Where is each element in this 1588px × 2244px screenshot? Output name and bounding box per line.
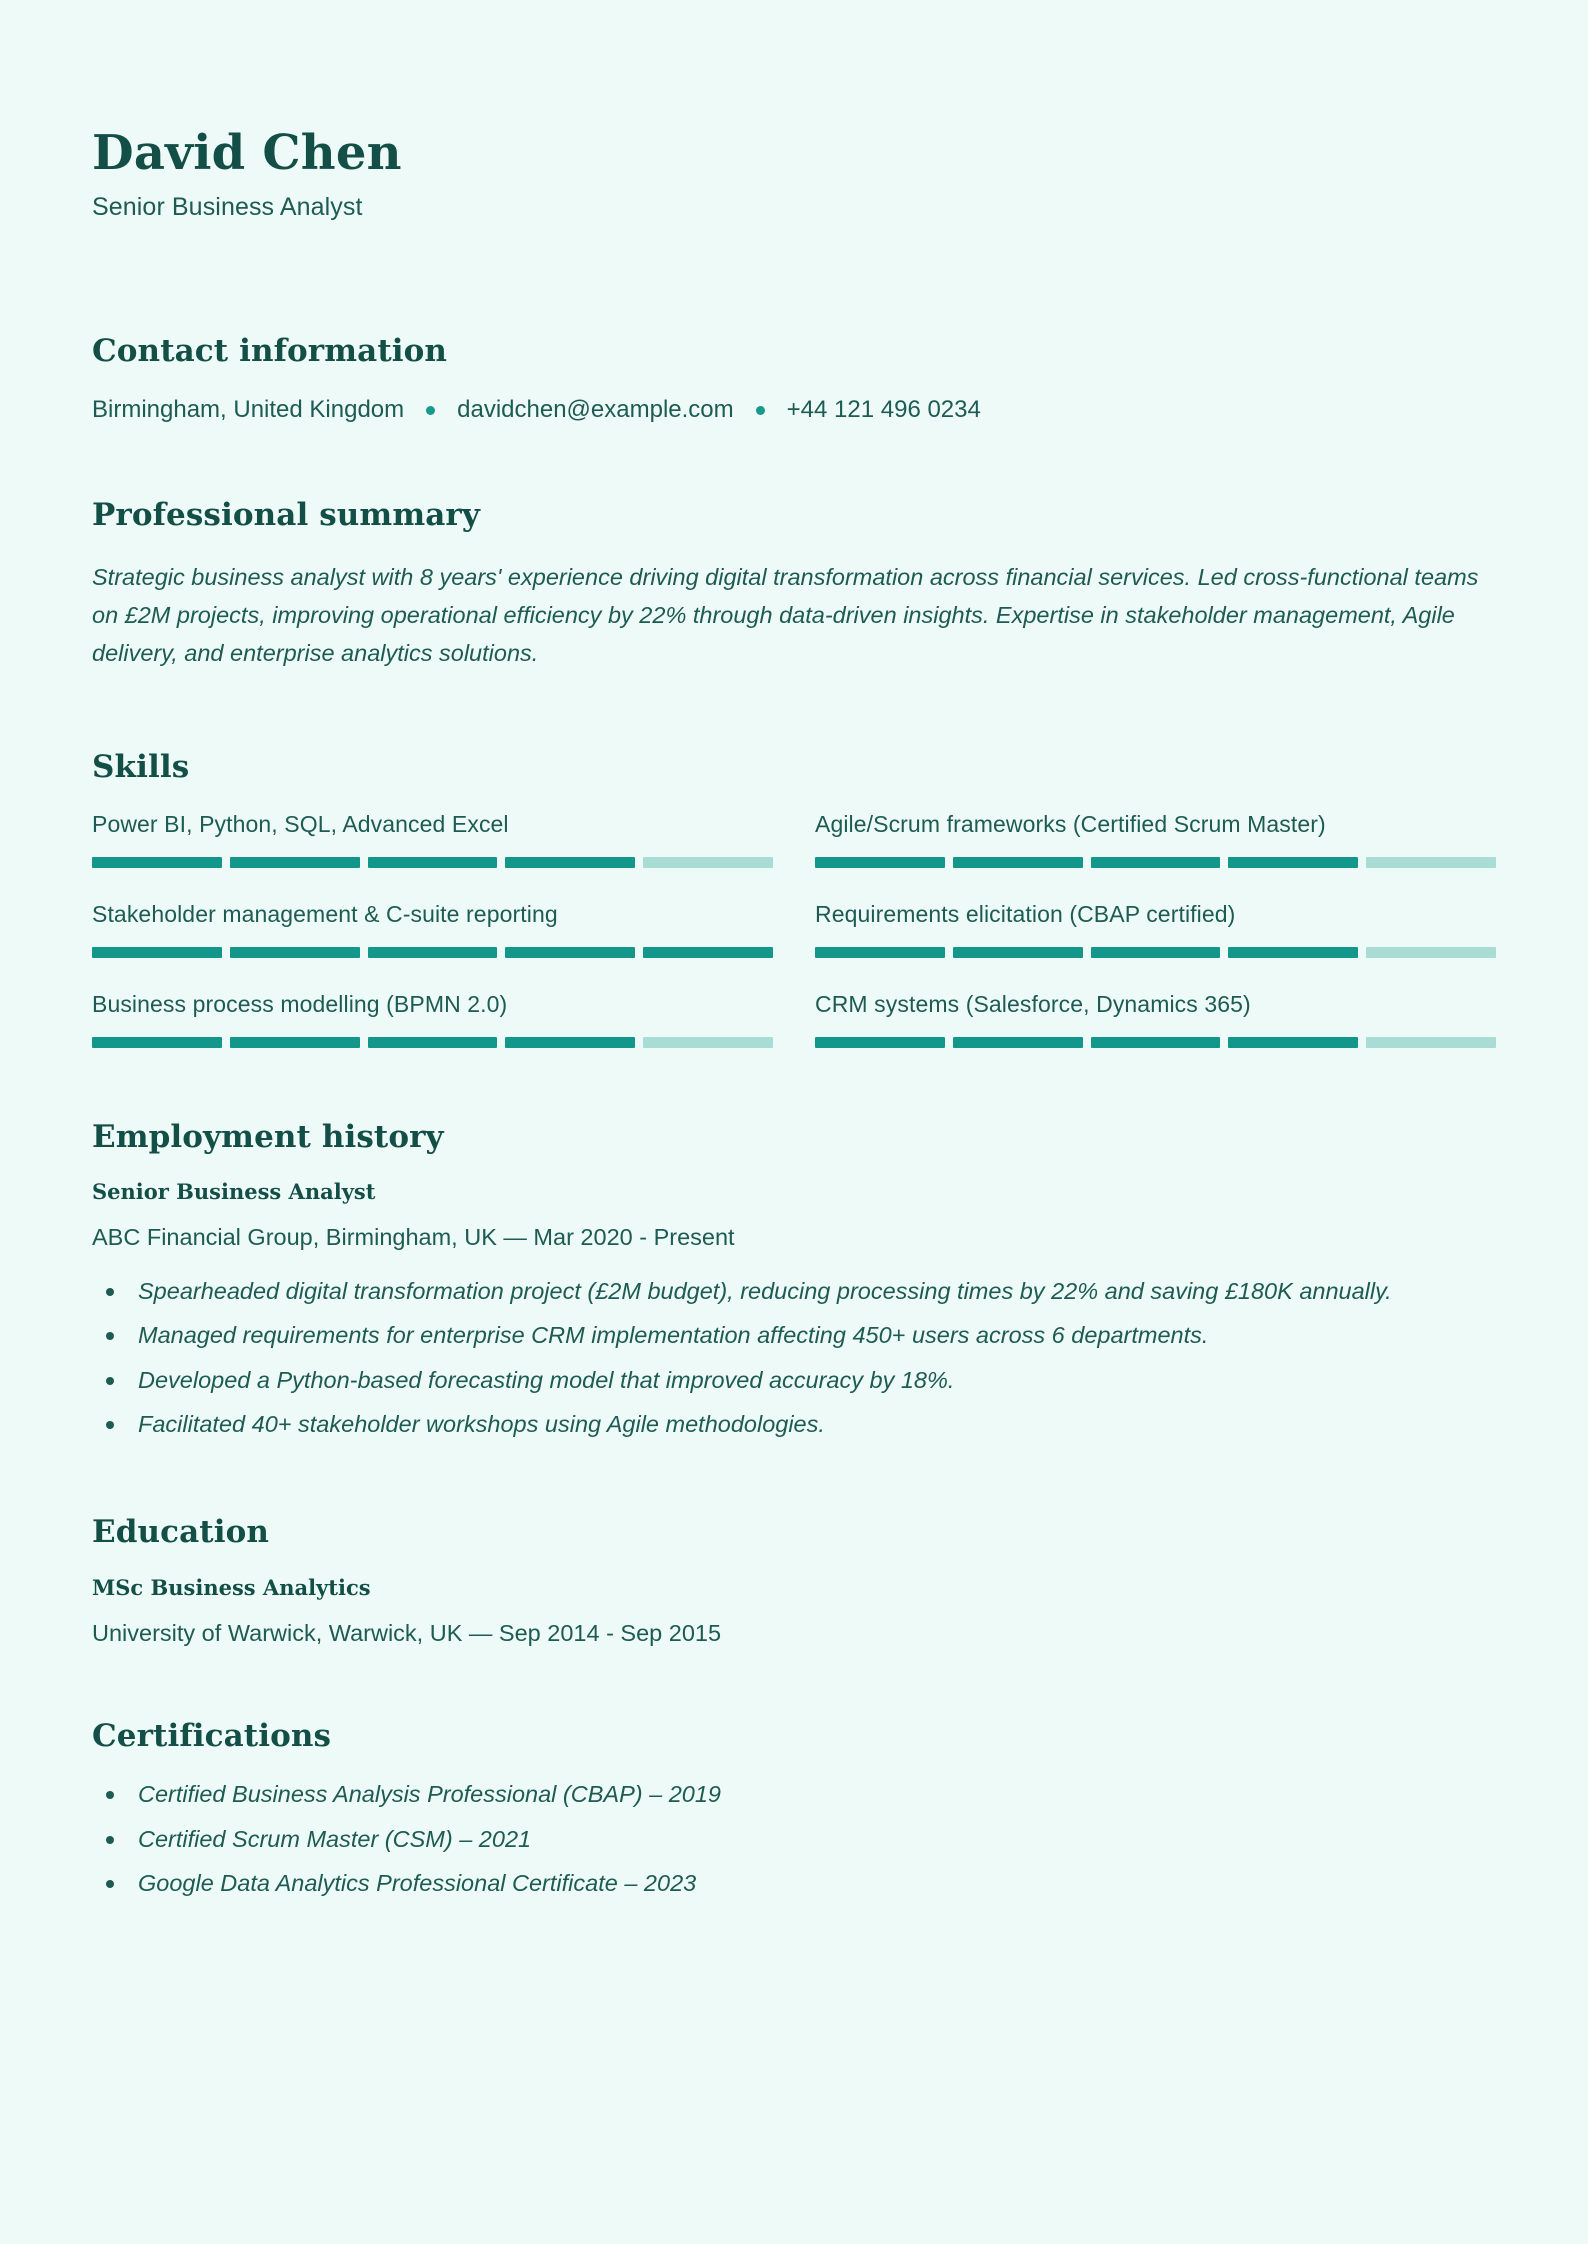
skill-bar-segment-filled: [953, 857, 1083, 868]
contact-email[interactable]: davidchen@example.com: [457, 396, 734, 424]
certification-item: Google Data Analytics Professional Certificate – 2023: [92, 1867, 1496, 1900]
skills-grid: [92, 810, 1496, 1048]
skill-bar-segment-empty: [1366, 1037, 1496, 1048]
skill-bar-segment-filled: [1091, 1037, 1221, 1048]
skill-bar-segment-filled: [1228, 857, 1358, 868]
employment-bullet-list: [92, 1275, 1496, 1441]
skill-bar-segment-filled: [368, 947, 498, 958]
summary-text: Strategic business analyst with 8 years' experience driving digital transformation across financial services. Led cross-functional teams on £2M projects, improving operational efficiency by 22% through data-driven insights. Expertise in stakeholder management, Agile delivery, and enterprise analytics solutions.: [92, 564, 1479, 667]
employment-list: [92, 1179, 1496, 1441]
skill-bar-segment-filled: [815, 947, 945, 958]
education-section: [92, 1515, 1496, 1648]
bullet-separator-icon: [756, 406, 765, 415]
skill-bar-segment-filled: [505, 947, 635, 958]
contact-phone[interactable]: +44 121 496 0234: [786, 396, 981, 424]
bullet-separator-icon: [426, 406, 435, 415]
skill-rating-bar: [92, 1037, 773, 1048]
certifications-section: [92, 1719, 1496, 1901]
certification-item: Certified Business Analysis Professional (CBAP) – 2019: [92, 1778, 1496, 1811]
skill-bar-segment-filled: [643, 947, 773, 958]
education-list: [92, 1575, 1496, 1649]
employment-role-title: Senior Business Analyst: [92, 1179, 376, 1205]
skill-bar-segment-filled: [505, 1037, 635, 1048]
skill-bar-segment-filled: [1091, 857, 1221, 868]
employment-heading: Employment history: [92, 1118, 444, 1155]
skill-rating-bar: [92, 947, 773, 958]
resume-header: [92, 125, 1496, 222]
contact-location: Birmingham, United Kingdom: [92, 396, 405, 424]
skill-bar-segment-filled: [230, 1037, 360, 1048]
skill-bar-segment-filled: [1228, 947, 1358, 958]
skill-label: CRM systems (Salesforce, Dynamics 365): [815, 990, 1251, 1017]
skill-bar-segment-empty: [1366, 857, 1496, 868]
education-heading: Education: [92, 1514, 270, 1551]
certification-item: Certified Scrum Master (CSM) – 2021: [92, 1823, 1496, 1856]
summary-section: [92, 498, 1496, 672]
skill-item: [92, 810, 773, 868]
skill-item: [815, 900, 1496, 958]
skill-rating-bar: [815, 857, 1496, 868]
skills-heading: Skills: [92, 749, 190, 786]
certifications-list: [92, 1778, 1496, 1900]
candidate-job-title: Senior Business Analyst: [92, 193, 363, 222]
education-entry: [92, 1575, 1496, 1649]
skill-label: Requirements elicitation (CBAP certified): [815, 900, 1236, 927]
contact-section: [92, 334, 1496, 426]
skill-bar-segment-filled: [230, 947, 360, 958]
skill-label: Business process modelling (BPMN 2.0): [92, 990, 508, 1017]
skill-label: Agile/Scrum frameworks (Certified Scrum Master): [815, 810, 1326, 837]
employment-bullet: Developed a Python-based forecasting model that improved accuracy by 18%.: [92, 1364, 1496, 1397]
skill-bar-segment-filled: [368, 1037, 498, 1048]
employment-bullet: Facilitated 40+ stakeholder workshops using Agile methodologies.: [92, 1408, 1496, 1441]
education-degree: MSc Business Analytics: [92, 1575, 371, 1601]
contact-heading: Contact information: [92, 333, 448, 370]
skill-item: [92, 990, 773, 1048]
skill-rating-bar: [92, 857, 773, 868]
skill-bar-segment-filled: [815, 1037, 945, 1048]
employment-bullet: Spearheaded digital transformation project (£2M budget), reducing processing times by 22% and saving £180K annually.: [92, 1275, 1496, 1308]
candidate-name: David Chen: [92, 125, 402, 181]
skills-section: [92, 750, 1496, 1047]
skill-rating-bar: [815, 1037, 1496, 1048]
skill-bar-segment-filled: [953, 1037, 1083, 1048]
skill-bar-segment-empty: [1366, 947, 1496, 958]
skill-item: [815, 990, 1496, 1048]
skill-bar-segment-empty: [643, 857, 773, 868]
skill-item: [815, 810, 1496, 868]
employment-company-meta: ABC Financial Group, Birmingham, UK — Mar 2020 - Present: [92, 1224, 735, 1251]
skill-bar-segment-filled: [815, 857, 945, 868]
skill-bar-segment-filled: [92, 1037, 222, 1048]
education-school-meta: University of Warwick, Warwick, UK — Sep 2014 - Sep 2015: [92, 1620, 722, 1647]
skill-bar-segment-filled: [1091, 947, 1221, 958]
skill-label: Stakeholder management & C-suite reporting: [92, 900, 558, 927]
skill-bar-segment-filled: [505, 857, 635, 868]
skill-bar-segment-filled: [953, 947, 1083, 958]
skill-bar-segment-filled: [92, 857, 222, 868]
summary-heading: Professional summary: [92, 497, 480, 534]
skill-bar-segment-filled: [230, 857, 360, 868]
skill-bar-segment-filled: [368, 857, 498, 868]
employment-entry: [92, 1179, 1496, 1441]
skill-label: Power BI, Python, SQL, Advanced Excel: [92, 810, 509, 837]
skill-bar-segment-filled: [1228, 1037, 1358, 1048]
skill-rating-bar: [815, 947, 1496, 958]
skill-bar-segment-empty: [643, 1037, 773, 1048]
employment-bullet: Managed requirements for enterprise CRM implementation affecting 450+ users across 6 departments.: [92, 1319, 1496, 1352]
contact-line: [92, 394, 1496, 426]
certifications-heading: Certifications: [92, 1717, 332, 1754]
skill-bar-segment-filled: [92, 947, 222, 958]
employment-section: [92, 1120, 1496, 1442]
skill-item: [92, 900, 773, 958]
